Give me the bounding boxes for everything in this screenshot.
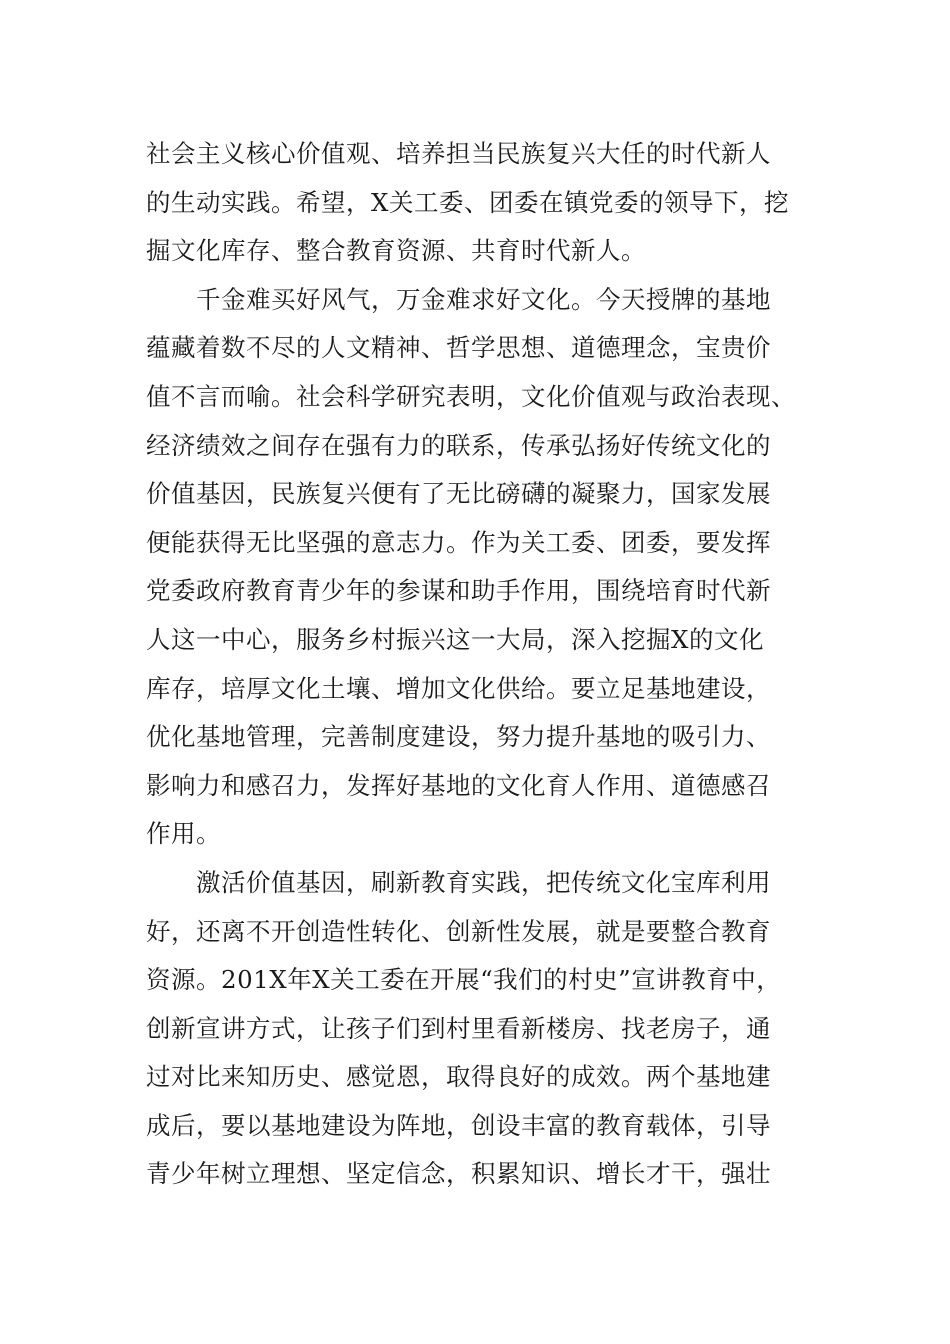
text-line: 过对比来知历史、感觉恩，取得良好的成效。两个基地建 bbox=[146, 1062, 771, 1092]
paragraph-first-line: 激活价值基因，刷新教育实践，把传统文化宝库利用 bbox=[196, 867, 771, 897]
text-line: 资源。201X年X关工委在开展“我们的村史”宣讲教育中， bbox=[146, 965, 782, 995]
text-line: 库存，培厚文化土壤、增加文化供给。要立足基地建设， bbox=[146, 673, 771, 703]
text-line: 青少年树立理想、坚定信念，积累知识、增长才干，强壮 bbox=[146, 1159, 771, 1189]
text-line: 作用。 bbox=[146, 819, 221, 849]
text-line: 创新宣讲方式，让孩子们到村里看新楼房、找老房子，通 bbox=[146, 1013, 771, 1043]
text-line: 优化基地管理，完善制度建设，努力提升基地的吸引力、 bbox=[146, 722, 771, 752]
text-line: 的生动实践。希望，X关工委、团委在镇党委的领导下，挖 bbox=[146, 187, 789, 217]
text-line: 党委政府教育青少年的参谋和助手作用，围绕培育时代新 bbox=[146, 576, 771, 606]
text-line: 价值基因，民族复兴便有了无比磅礴的凝聚力，国家发展 bbox=[146, 479, 771, 509]
text-line: 经济绩效之间存在强有力的联系，传承弘扬好传统文化的 bbox=[146, 430, 771, 460]
text-line: 便能获得无比坚强的意志力。作为关工委、团委，要发挥 bbox=[146, 527, 771, 557]
text-line: 好，还离不开创造性转化、创新性发展，就是要整合教育 bbox=[146, 916, 771, 946]
paragraph-first-line: 千金难买好风气，万金难求好文化。今天授牌的基地 bbox=[196, 284, 771, 314]
text-line: 成后，要以基地建设为阵地，创设丰富的教育载体，引导 bbox=[146, 1110, 771, 1140]
text-line: 社会主义核心价值观、培养担当民族复兴大任的时代新人 bbox=[146, 139, 771, 168]
text-line: 蕴藏着数不尽的人文精神、哲学思想、道德理念，宝贵价 bbox=[146, 333, 771, 363]
text-line: 影响力和感召力，发挥好基地的文化育人作用、道德感召 bbox=[146, 770, 771, 800]
body-text bbox=[146, 130, 806, 1199]
text-line: 值不言而喻。社会科学研究表明，文化价值观与政治表现、 bbox=[146, 381, 796, 411]
text-line: 人这一中心，服务乡村振兴这一大局，深入挖掘X的文化 bbox=[146, 624, 764, 654]
text-line: 掘文化库存、整合教育资源、共育时代新人。 bbox=[146, 236, 646, 266]
